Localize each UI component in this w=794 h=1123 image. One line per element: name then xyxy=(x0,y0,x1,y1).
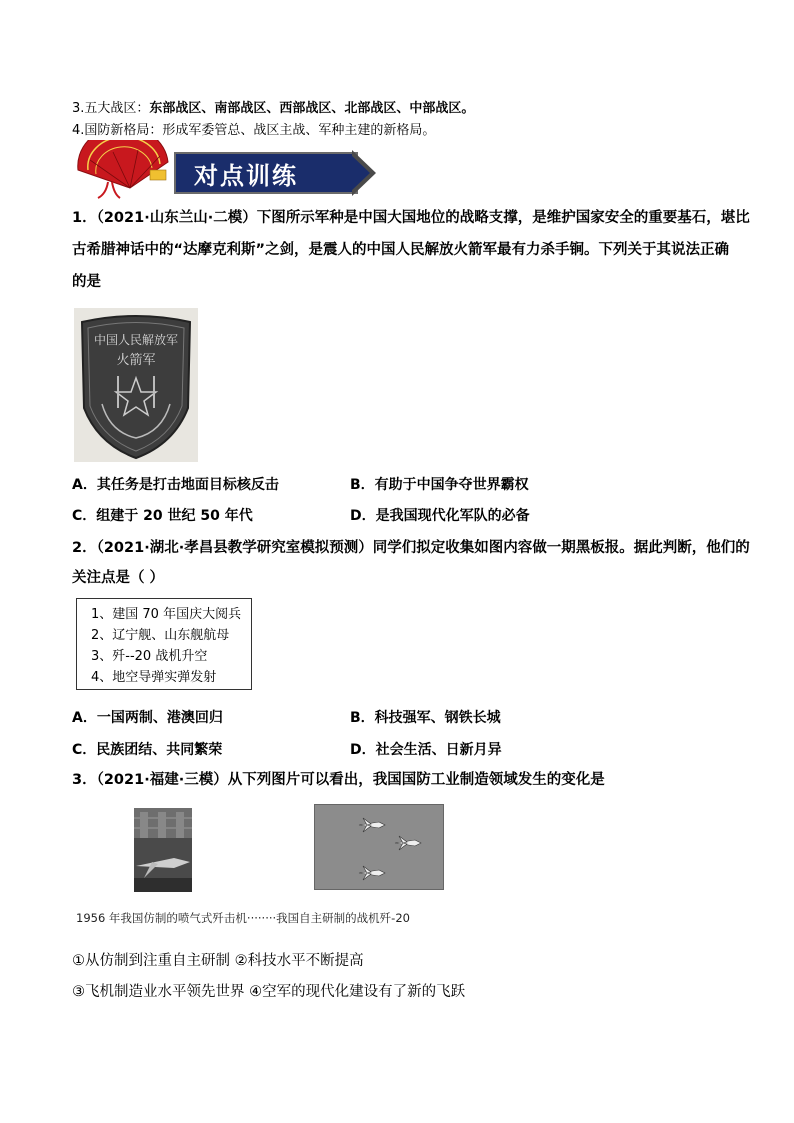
fan-icon xyxy=(68,140,178,202)
banner-title: 对点训练 xyxy=(194,161,298,190)
intro-line-3 xyxy=(72,97,474,116)
q2-content-box xyxy=(76,598,252,690)
section-banner xyxy=(68,140,388,202)
q2-box-item: 2、辽宁舰、山东舰航母 xyxy=(91,628,230,643)
q2-option-a[interactable]: A．一国两制、港澳回归 xyxy=(72,710,223,726)
q2-option-b[interactable]: B．科技强军、钢铁长城 xyxy=(350,710,501,726)
j20-fighters-photo xyxy=(314,804,444,890)
intro-line-3-prefix: 3.五大战区： xyxy=(72,101,150,116)
q2-line-2: 关注点是（ ） xyxy=(72,570,165,586)
rocket-force-patch-image xyxy=(74,308,198,462)
q2-option-c[interactable]: C．民族团结、共同繁荣 xyxy=(72,742,223,758)
banner-arrow-inner xyxy=(350,154,370,192)
q2-option-d[interactable]: D．社会生活、日新月异 xyxy=(350,742,502,758)
q2-box-item: 1、建国 70 年国庆大阅兵 xyxy=(91,607,242,622)
q2-box-item: 4、地空导弹实弹发射 xyxy=(91,670,217,685)
q2-line-1: 2．（2021·湖北·孝昌县教学研究室模拟预测）同学们拟定收集如图内容做一期黑板报。据此判断，他们的 xyxy=(72,540,750,556)
intro-line-4-prefix: 4.国防新格局： xyxy=(72,123,163,138)
q3-statement-1: ①从仿制到注重自主研制 ②科技水平不断提高 xyxy=(72,953,364,969)
intro-line-4-body: 形成军委管总、战区主战、军种主建的新格局。 xyxy=(162,123,436,138)
q3-statement-2: ③飞机制造业水平领先世界 ④空军的现代化建设有了新的飞跃 xyxy=(72,984,466,1000)
q1-line-1: 1．（2021·山东兰山·二模）下图所示军种是中国大国地位的战略支撑，是维护国家安全的重要基石，堪比 xyxy=(72,210,750,226)
q1-option-a[interactable]: A．其任务是打击地面目标核反击 xyxy=(72,477,279,493)
q1-option-c[interactable]: C．组建于 20 世纪 50 年代 xyxy=(72,508,253,524)
q2-box-item: 3、歼--20 战机升空 xyxy=(91,649,208,664)
q3-photo-caption: 1956 年我国仿制的喷气式歼击机········我国自主研制的战机歼-20 xyxy=(76,911,410,925)
intro-line-3-body: 东部战区、南部战区、西部战区、北部战区、中部战区。 xyxy=(149,101,475,116)
jet-1956-photo xyxy=(134,808,192,892)
intro-line-4 xyxy=(72,119,435,138)
patch-text-bottom: 火箭军 xyxy=(116,353,156,368)
q1-line-2: 古希腊神话中的“达摩克利斯”之剑，是震人的中国人民解放火箭军最有力杀手锏。下列关于其说法正确 xyxy=(72,242,730,258)
patch-text-top: 中国人民解放军 xyxy=(93,333,179,347)
q1-option-b[interactable]: B．有助于中国争夺世界霸权 xyxy=(350,477,529,493)
q1-line-3: 的是 xyxy=(72,274,101,290)
q3-line-1: 3．（2021·福建·三模）从下列图片可以看出，我国国防工业制造领域发生的变化是 xyxy=(72,772,605,788)
q1-option-d[interactable]: D．是我国现代化军队的必备 xyxy=(350,508,530,524)
